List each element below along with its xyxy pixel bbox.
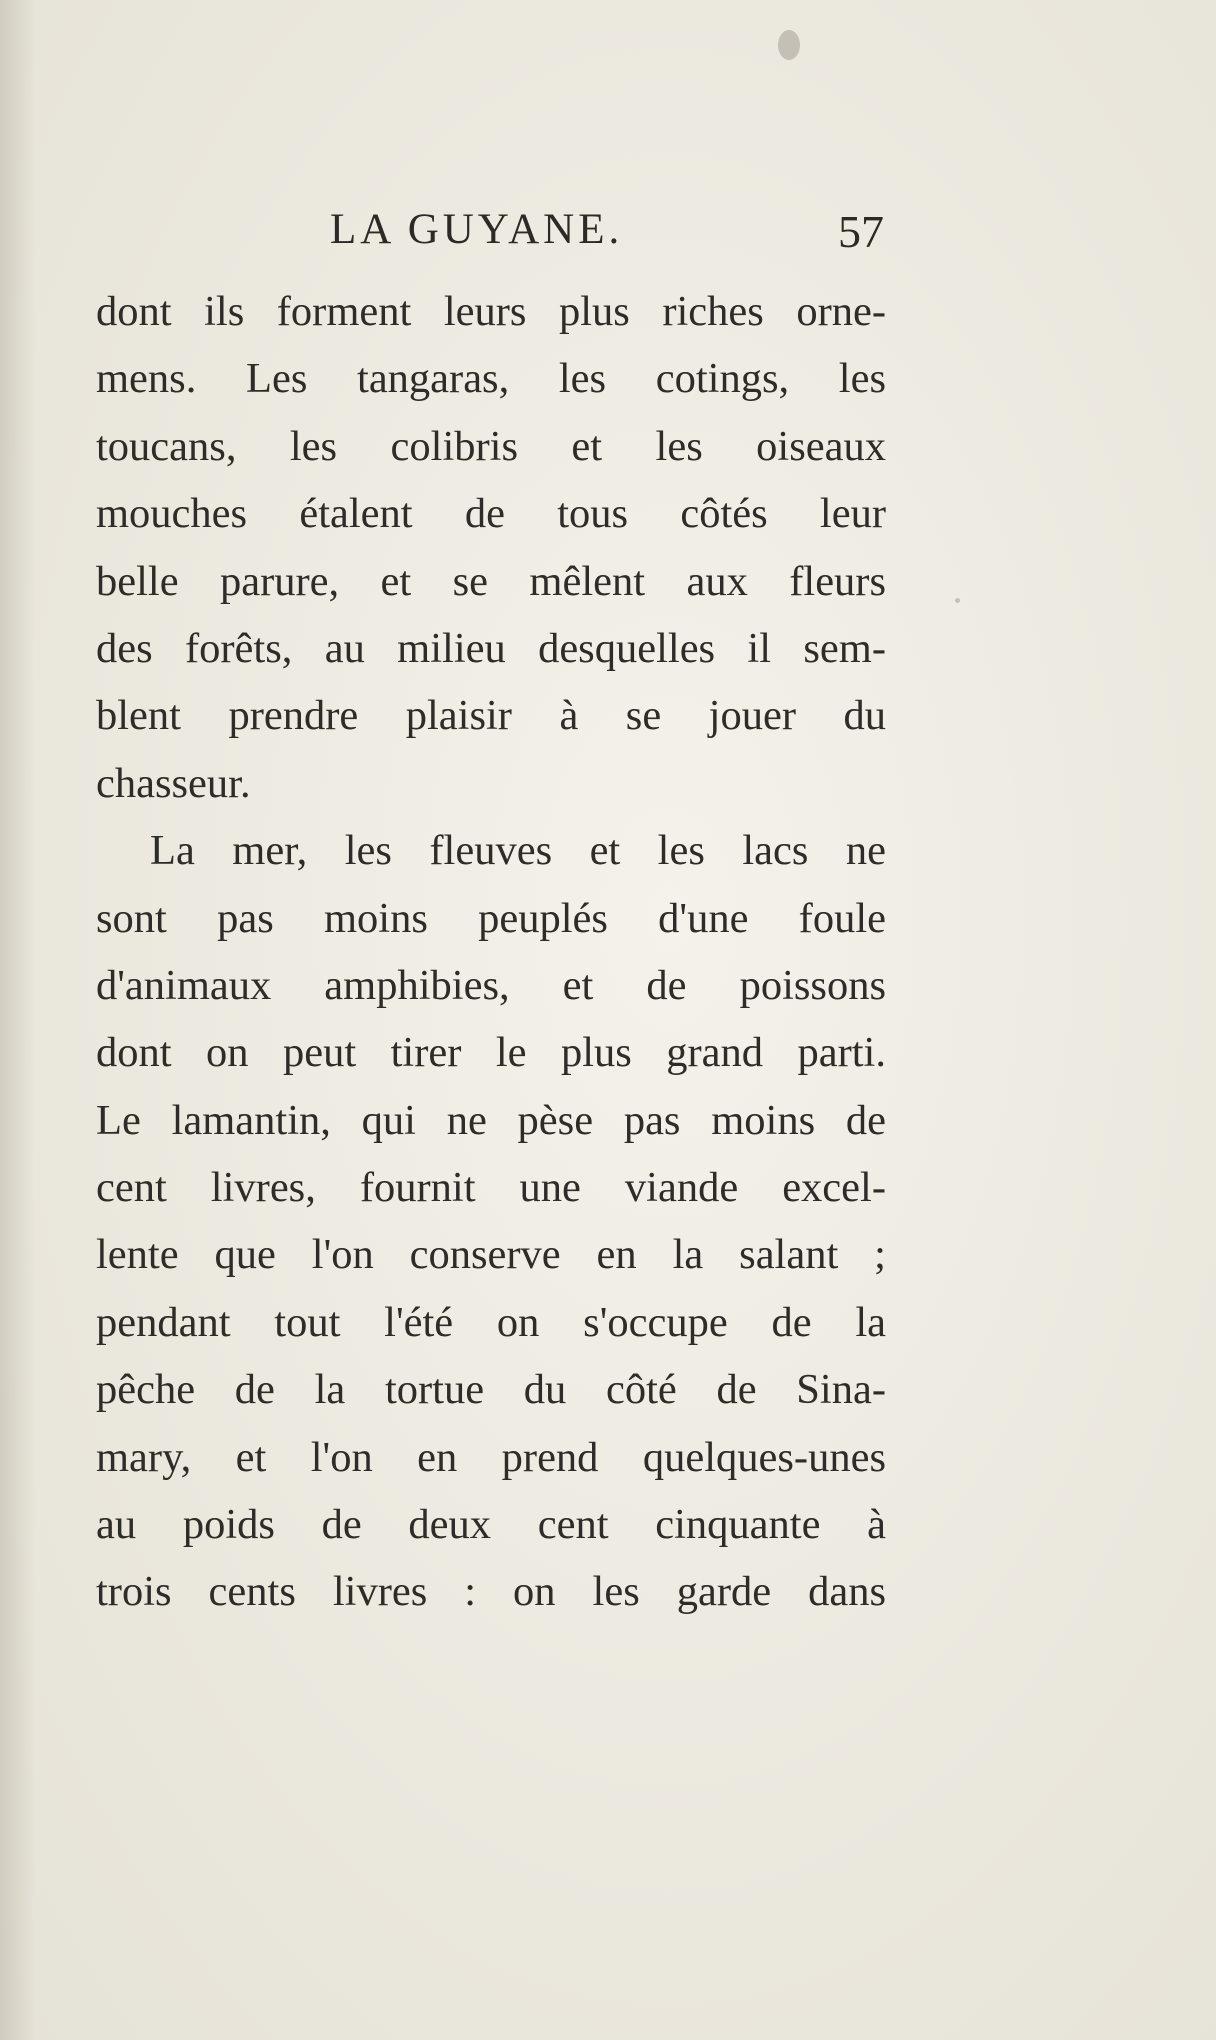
- text-line: des forêts, au milieu desquelles il sem-: [96, 624, 886, 672]
- text-line: cent livres, fournit une viande excel-: [96, 1164, 886, 1212]
- text-line: dont ils forment leurs plus riches orne-: [96, 288, 886, 335]
- foxing-spot: [778, 30, 800, 60]
- text-line: trois cents livres : on les garde dans: [96, 1568, 886, 1616]
- paragraph-2: [96, 817, 886, 1626]
- running-title: LA GUYANE.: [330, 206, 624, 253]
- text-line: au poids de deux cent cinquante à: [96, 1501, 886, 1549]
- page-header: [330, 205, 890, 265]
- text-line: belle parure, et se mêlent aux fleurs: [96, 557, 886, 605]
- text-line: mary, et l'on en prend quelques-unes: [96, 1433, 886, 1481]
- text-line: La mer, les fleuves et les lacs ne: [150, 827, 886, 875]
- paragraph-1: [96, 278, 886, 817]
- text-line: blent prendre plaisir à se jouer du: [96, 692, 886, 740]
- text-line: sont pas moins peuplés d'une foule: [96, 894, 886, 942]
- text-line: pêche de la tortue du côté de Sina-: [96, 1366, 886, 1414]
- body-text: [96, 278, 886, 1626]
- foxing-spot: [955, 598, 960, 603]
- text-line: lente que l'on conserve en la salant ;: [96, 1231, 886, 1279]
- text-line: d'animaux amphibies, et de poissons: [96, 961, 886, 1009]
- gutter-shadow: [0, 0, 36, 2040]
- text-line: Le lamantin, qui ne pèse pas moins de: [96, 1096, 886, 1144]
- text-line: mouches étalent de tous côtés leur: [96, 490, 886, 538]
- text-line: mens. Les tangaras, les cotings, les: [96, 355, 886, 403]
- text-line: toucans, les colibris et les oiseaux: [96, 422, 886, 470]
- page-number: 57: [838, 206, 884, 257]
- text-line: chasseur.: [96, 759, 251, 807]
- text-line: dont on peut tirer le plus grand parti.: [96, 1029, 886, 1077]
- text-line: pendant tout l'été on s'occupe de la: [96, 1298, 886, 1346]
